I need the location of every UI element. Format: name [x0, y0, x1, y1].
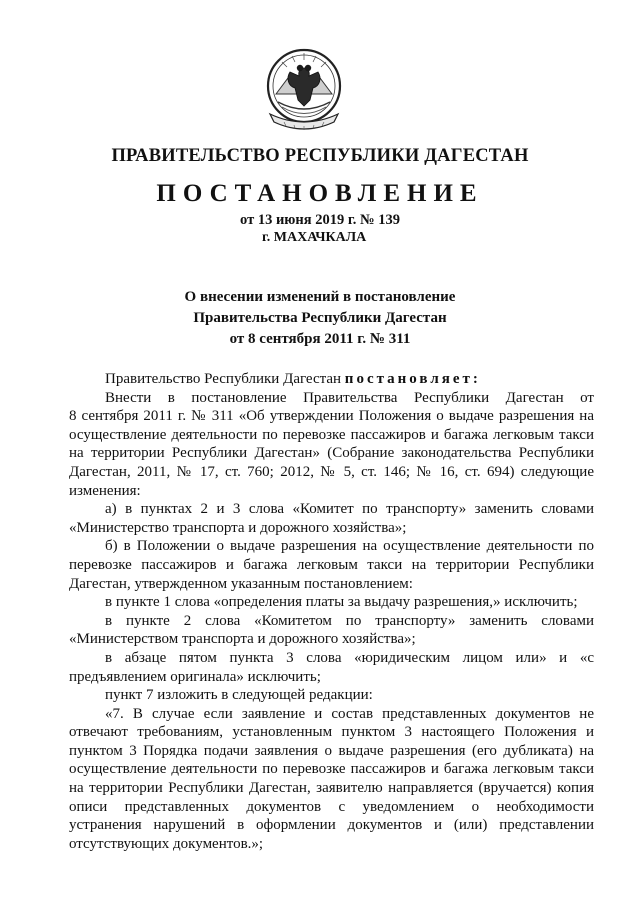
body-line: устранения нарушений в оформлении документов и (или) представлении	[69, 817, 594, 834]
body-line: «7. В случае если заявление и состав представленных документов не	[105, 705, 594, 722]
body-line: пунктом 3 Порядка подачи заявления о выдаче разрешения (его дубликата) на	[69, 742, 594, 759]
body-line: осуществление деятельности по перевозке пассажиров и багажа легковым такси	[69, 761, 594, 778]
body-line: осуществление деятельности по перевозке пассажиров и багажа легковым такси	[69, 426, 594, 443]
body-line: отсутствующих документов.»;	[69, 835, 264, 852]
body-line: в абзаце пятом пункта 3 слова «юридическим лицом или» и «с	[105, 649, 594, 666]
body-line: а) в пунктах 2 и 3 слова «Комитет по транспорту» заменить словами	[105, 501, 594, 518]
body-line: Дагестан, 2011, № 17, ст. 760; 2012, № 5, ст. 146; № 16, ст. 694) следующие	[69, 463, 594, 480]
document-date-number: от 13 июня 2019 г. № 139	[240, 212, 400, 228]
subject-line: от 8 сентября 2011 г. № 311	[229, 331, 411, 347]
body-line: перевозке пассажиров и багажа легковым такси на территории Республики	[69, 556, 594, 573]
government-title: ПРАВИТЕЛЬСТВО РЕСПУБЛИКИ ДАГЕСТАН	[111, 146, 529, 166]
body-line: Внести в постановление Правительства Республики Дагестан от	[105, 389, 594, 406]
document-subject	[0, 287, 640, 350]
body-line: пункт 7 изложить в следующей редакции:	[105, 687, 373, 704]
body-line: в пункте 1 слова «определения платы за выдачу разрешения,» исключить;	[105, 594, 578, 611]
body-line: в пункте 2 слова «Комитетом по транспорту» заменить словами	[105, 612, 594, 629]
body-line: предъявлением оригинала» исключить;	[69, 668, 321, 685]
body-line: б) в Положении о выдаче разрешения на осуществление деятельности по	[105, 538, 594, 555]
body-line: отвечают требованиям, установленным пунктом 3 настоящего Положения и	[69, 724, 594, 741]
body-line: «Министерством транспорта и дорожного хозяйства»;	[69, 631, 416, 648]
document-type: ПОСТАНОВЛЕНИЕ	[156, 180, 484, 207]
intro-verb: постановляет:	[344, 371, 481, 387]
body-line: Дагестан, утвержденном указанным постановлением:	[69, 575, 413, 592]
body-line: изменения:	[69, 482, 141, 499]
body-line: 8 сентября 2011 г. № 311 «Об утверждении Положения о выдаче разрешения на	[69, 408, 594, 425]
intro-line	[69, 370, 594, 389]
body-line: «Министерство транспорта и дорожного хозяйства»;	[69, 519, 407, 536]
dagestan-coat-of-arms-icon	[262, 44, 346, 132]
body-line: на территории Республики Дагестан, заявителю направляется (вручается) копия	[69, 780, 594, 797]
document-city: г. МАХАЧКАЛА	[262, 230, 367, 245]
document-body	[69, 370, 594, 853]
subject-line: Правительства Республики Дагестан	[193, 310, 447, 326]
body-line: описи представленных документов с уведомлением о необходимости	[69, 798, 594, 815]
intro-prefix: Правительство Республики Дагестан	[105, 371, 342, 387]
subject-line: О внесении изменений в постановление	[184, 289, 456, 305]
body-line: на территории Республики Дагестан» (Собрание законодательства Республики	[69, 445, 594, 462]
